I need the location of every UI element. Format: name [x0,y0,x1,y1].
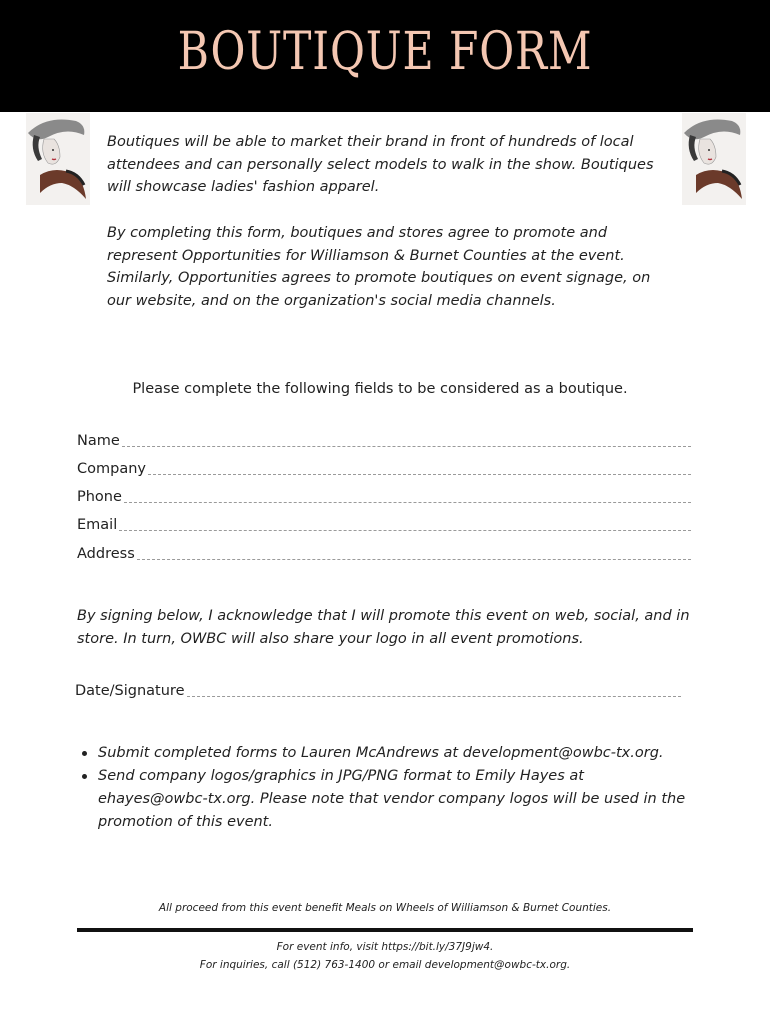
phone-field[interactable] [77,486,691,506]
bullet-text: Submit completed forms to Lauren McAndrews at development@owbc-tx.org. [98,745,664,761]
header-banner [0,0,770,112]
event-info: For event info, visit https://bit.ly/37J9jw4. [276,941,494,953]
page-title: BOUTIQUE FORM [177,22,593,82]
footer [0,938,770,974]
email-field[interactable] [77,514,691,534]
name-field[interactable] [77,430,691,450]
list-item [77,765,697,834]
footer-divider [77,928,693,932]
fashion-illustration-right [682,113,746,205]
company-label: Company [77,461,146,477]
company-field[interactable] [77,458,691,478]
email-line[interactable] [119,529,691,531]
intro-paragraph-1: Boutiques will be able to market their brand in front of hundreds of local attendees and can personally select models to walk in the show. Boutiques will showcase ladies' fashion apparel. [107,134,654,195]
address-label: Address [77,546,135,562]
signature-line[interactable] [187,695,682,697]
fashion-illustration-left [26,113,90,205]
phone-label: Phone [77,489,122,505]
list-item [77,742,697,765]
inquiries-info: For inquiries, call (512) 763-1400 or email development@owbc-tx.org. [199,959,571,971]
signature-field[interactable] [75,680,681,700]
form-instruction: Please complete the following fields to be considered as a boutique. [132,381,628,397]
bullet-text: Send company logos/graphics in JPG/PNG format to Emily Hayes at ehayes@owbc-tx.org. Please note that vendor company logos will be used in the promotion of this event. [98,768,686,830]
name-line[interactable] [122,445,691,447]
name-label: Name [77,433,120,449]
bullet-icon [82,774,87,779]
email-label: Email [77,517,118,533]
address-field[interactable] [77,543,691,563]
company-line[interactable] [148,473,691,475]
instructions-list [77,742,697,834]
acknowledgement-text: By signing below, I acknowledge that I will promote this event on web, social, and in store. In turn, OWBC will also share your logo in all event promotions. [77,608,690,647]
signature-label: Date/Signature [75,683,185,699]
bullet-icon [82,751,87,756]
address-line[interactable] [137,558,691,560]
phone-line[interactable] [124,501,691,503]
intro-paragraph-2: By completing this form, boutiques and stores agree to promote and represent Opportunities for Williamson & Burnet Counties at the event. Similarly, Opportunities agrees to promote boutiques on event signage, on our website, and on the organization's social media channels. [107,225,651,309]
proceeds-note: All proceed from this event benefit Meals on Wheels of Williamson & Burnet Counties. [158,902,612,914]
